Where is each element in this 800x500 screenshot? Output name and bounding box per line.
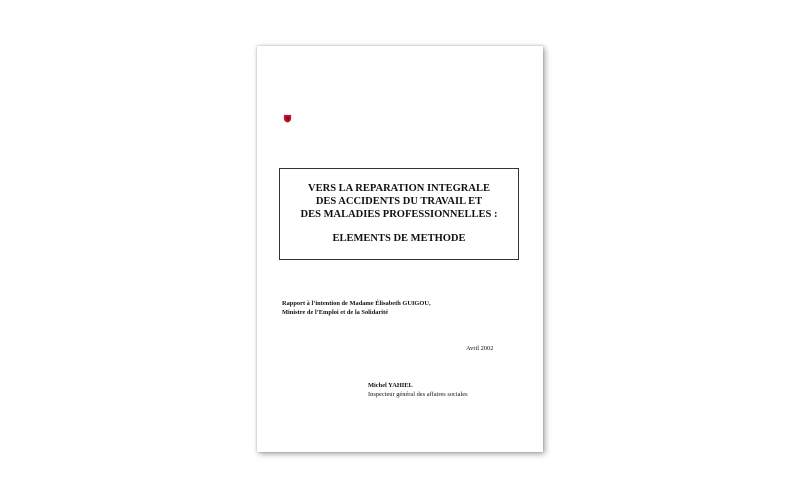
document-date: Avril 2002 xyxy=(466,345,494,352)
author-block xyxy=(368,381,468,399)
document-title xyxy=(280,182,518,221)
document-subtitle: ELEMENTS DE METHODE xyxy=(332,233,466,244)
report-line: Ministre de l’Emploi et de la Solidarité xyxy=(282,309,389,316)
title-line: VERS LA REPARATION INTEGRALE xyxy=(308,183,490,194)
report-recipient xyxy=(282,299,431,317)
author-name: Michel YAHIEL xyxy=(368,382,413,389)
document-page xyxy=(257,46,543,452)
title-line: DES MALADIES PROFESSIONNELLES : xyxy=(300,209,498,220)
title-box xyxy=(279,168,519,260)
republique-francaise-logo-icon xyxy=(283,114,292,123)
author-title: Inspecteur général des affaires sociales xyxy=(368,391,468,398)
report-line: Rapport à l’intention de Madame Élisabeth GUIGOU, xyxy=(282,300,431,307)
title-line: DES ACCIDENTS DU TRAVAIL ET xyxy=(315,196,483,207)
